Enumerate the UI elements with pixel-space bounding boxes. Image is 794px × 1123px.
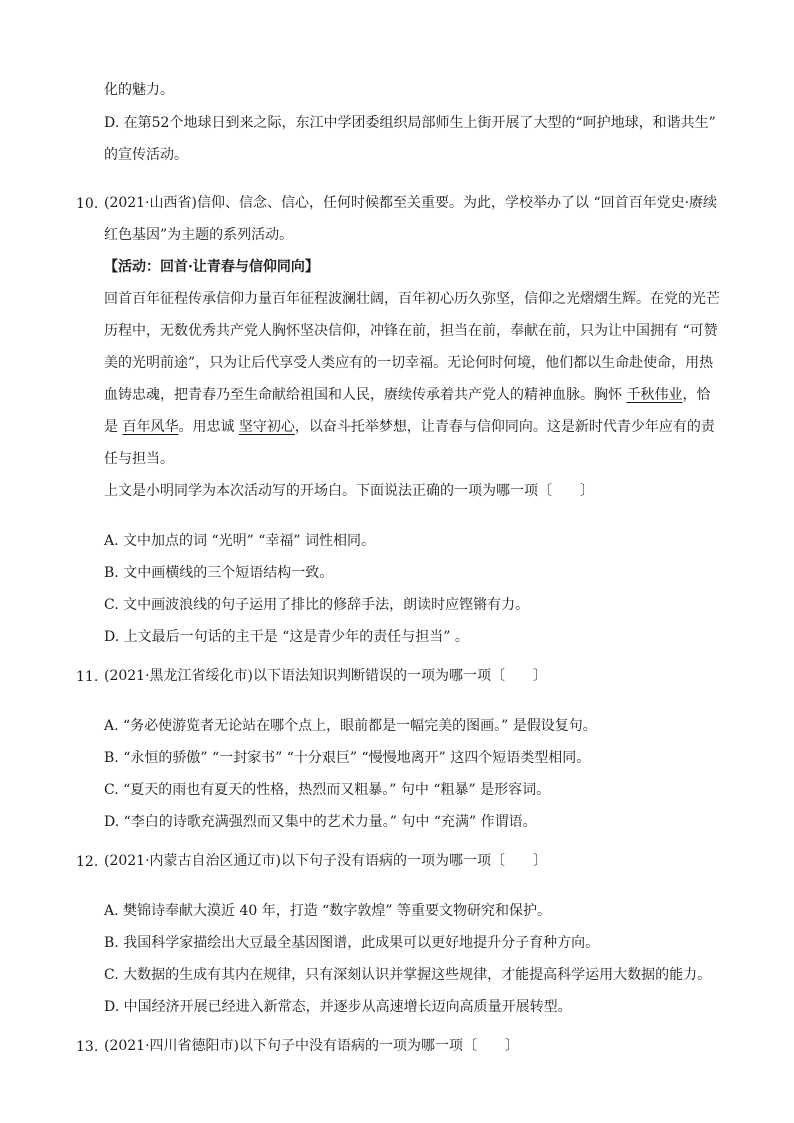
q10-underlined-phrase: 百年风华 [122, 419, 179, 435]
prev-question-tail: 化的魅力。 [104, 82, 174, 98]
q11-option-c: C. “夏天的雨也有夏天的性格，热烈而又粗暴。” 句中 “粗暴” 是形容词。 [104, 782, 551, 798]
q11-option-d: D. “李白的诗歌充满强烈而又集中的艺术力量。” 句中 “充满” 作谓语。 [104, 814, 537, 830]
q10-passage-text: 是 [104, 419, 123, 435]
q10-passage-text: 。用忠诚 [178, 419, 239, 435]
q10-option-d: D. 上文最后一句话的主干是 “这是青少年的责任与担当” 。 [104, 629, 469, 645]
q11-option-a: A. “务必使游览者无论站在哪个点上，眼前都是一幅完美的图画。” 是假设复句。 [104, 718, 597, 734]
q13-number: 13. [76, 1039, 99, 1055]
q13-stem: (2021·四川省德阳市)以下句子中没有语病的一项为哪一项〔 〕 [104, 1038, 520, 1054]
q10-passage-line [104, 417, 715, 437]
q12-option-d: D. 中国经济开展已经进入新常态，并逐步从高速增长迈向高质量开展转型。 [104, 999, 572, 1015]
q10-passage-text: ，恰 [682, 387, 711, 403]
q10-underlined-phrase: 千秋伟业 [626, 387, 683, 403]
q11-number: 11. [76, 669, 99, 685]
q10-option-a: A. 文中加点的词 “光明” “幸福” 词性相同。 [104, 533, 375, 549]
q10-number: 10. [76, 196, 99, 212]
q10-option-c: C. 文中画波浪线的句子运用了排比的修辞手法，朗读时应铿锵有力。 [104, 597, 530, 613]
q12-option-c: C. 大数据的生成有其内在规律，只有深刻认识并掌握这些规律，才能提高科学运用大数据的能力。 [104, 967, 712, 983]
q10-passage-line: 任与担当。 [104, 451, 174, 467]
q12-option-a: A. 樊锦诗奉献大漠近 40 年，打造 “数字敦煌” 等重要文物研究和保护。 [104, 903, 551, 919]
q10-stem: (2021·山西省)信仰、信念、信心，任何时候都至关重要。为此，学校举办了以 “回首百年党史·赓续 [104, 195, 718, 211]
q11-stem: (2021·黑龙江省绥化市)以下语法知识判断错误的一项为哪一项〔 〕 [104, 668, 548, 684]
q11-option-b: B. “永恒的骄傲” “一封家书” “十分艰巨” “慢慢地离开” 这四个短语类型相同。 [104, 750, 591, 766]
q10-passage-text: ，以奋斗托举梦想，让青春与信仰同向。这是新时代青少年应有的责 [294, 419, 715, 435]
q10-question: 上文是小明同学为本次活动写的开场白。下面说法正确的一项为哪一项〔 〕 [104, 483, 594, 499]
q10-passage-line: 历程中，无数优秀共产党人胸怀坚决信仰，冲锋在前，担当在前，奉献在前，只为让中国拥有 “可赞 [104, 323, 718, 339]
q10-passage-line: 回首百年征程传承信仰力量百年征程波澜壮阔，百年初心历久弥坚，信仰之光熠熠生辉。在党的光芒 [104, 291, 720, 307]
q10-passage-line: 美的光明前途”，只为让后代享受人类应有的一切幸福。无论何时何境，他们都以生命赴使命，用热 [104, 355, 714, 371]
q12-number: 12. [76, 854, 99, 870]
q10-activity-title: 【活动：回首·让青春与信仰同向】 [104, 259, 319, 275]
prev-option-d: D. 在第52个地球日到来之际，东江中学团委组织局部师生上街开展了大型的“呵护地球，和谐共生” [104, 115, 716, 131]
q12-option-b: B. 我国科学家描绘出大豆最全基因图谱，此成果可以更好地提升分子育种方向。 [104, 935, 600, 951]
q10-stem-cont: 红色基因”为主题的系列活动。 [104, 227, 294, 243]
q10-underlined-phrase: 坚守初心 [238, 419, 295, 435]
q10-passage-text: 血铸忠魂，把青春乃至生命献给祖国和人民，赓续传承着共产党人的精神血脉。胸怀 [104, 387, 627, 403]
q10-option-b: B. 文中画横线的三个短语结构一致。 [104, 565, 334, 581]
q10-passage-line [104, 385, 710, 405]
prev-option-d-cont: 的宣传活动。 [104, 147, 188, 163]
q12-stem: (2021·内蒙古自治区通辽市)以下句子没有语病的一项为哪一项〔 〕 [104, 853, 548, 869]
